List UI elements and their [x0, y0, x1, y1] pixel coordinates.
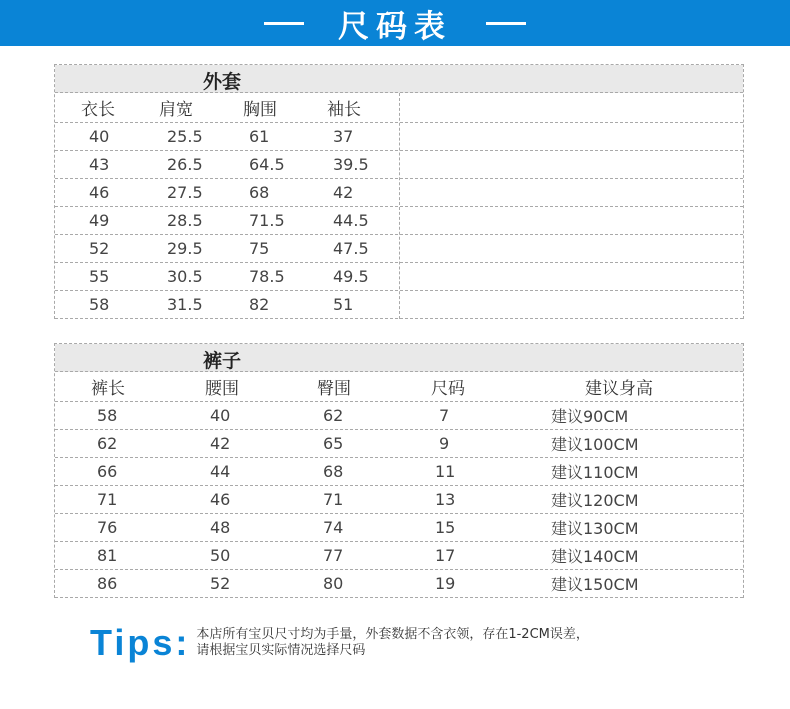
table-cell: 65 [323, 434, 344, 453]
table-row [55, 514, 743, 542]
table-title-row [55, 344, 743, 372]
table-cell: 74 [323, 518, 344, 537]
table-cell: 55 [89, 267, 110, 286]
header-banner [0, 0, 790, 46]
column-divider [399, 93, 400, 319]
table-cell: 27.5 [167, 183, 203, 202]
table-cell: 80 [323, 574, 344, 593]
table-cell: 建议100CM [551, 435, 639, 454]
column-header: 建议身高 [585, 379, 653, 399]
table-cell: 50 [210, 546, 231, 565]
table-cell: 68 [323, 462, 344, 481]
table-cell: 9 [439, 434, 450, 453]
table-cell: 49 [89, 211, 110, 230]
table-cell: 52 [210, 574, 231, 593]
table-cell: 76 [97, 518, 118, 537]
tips-line: 请根据宝贝实际情况选择尺码 [196, 643, 366, 658]
banner-dash-left [264, 22, 304, 25]
table-cell: 40 [210, 406, 231, 425]
coat-table-title: 外套 [203, 71, 242, 93]
table-cell: 49.5 [333, 267, 369, 286]
table-cell: 62 [323, 406, 344, 425]
pants-table-title: 裤子 [203, 350, 242, 372]
table-cell: 42 [333, 183, 354, 202]
table-cell: 26.5 [167, 155, 203, 174]
table-cell: 31.5 [167, 295, 203, 314]
table-cell: 48 [210, 518, 231, 537]
banner-dash-right [486, 22, 526, 25]
tips-note [90, 622, 589, 664]
table-cell: 40 [89, 127, 110, 146]
tips-label: Tips: [90, 622, 191, 663]
page-title: 尺码表 [338, 8, 452, 45]
tips-text [196, 627, 589, 659]
table-row [55, 570, 743, 598]
table-cell: 28.5 [167, 211, 203, 230]
table-cell: 47.5 [333, 239, 369, 258]
table-cell: 61 [249, 127, 270, 146]
column-header: 尺码 [431, 379, 465, 399]
table-title-row [55, 65, 743, 93]
table-cell: 建议150CM [551, 575, 639, 594]
table-row [55, 486, 743, 514]
table-cell: 81 [97, 546, 118, 565]
coat-size-table [54, 64, 744, 319]
table-cell: 68 [249, 183, 270, 202]
table-cell: 43 [89, 155, 110, 174]
table-cell: 75 [249, 239, 270, 258]
table-cell: 7 [439, 406, 450, 425]
table-cell: 71 [323, 490, 344, 509]
pants-size-table [54, 343, 744, 598]
table-row [55, 430, 743, 458]
table-cell: 39.5 [333, 155, 369, 174]
table-cell: 建议120CM [551, 491, 639, 510]
table-cell: 17 [435, 546, 456, 565]
table-cell: 44.5 [333, 211, 369, 230]
table-cell: 86 [97, 574, 118, 593]
table-cell: 46 [89, 183, 110, 202]
table-cell: 建议140CM [551, 547, 639, 566]
table-cell: 15 [435, 518, 456, 537]
table-cell: 建议110CM [551, 463, 639, 482]
table-cell: 44 [210, 462, 231, 481]
table-cell: 25.5 [167, 127, 203, 146]
table-cell: 58 [97, 406, 118, 425]
column-header: 腰围 [205, 379, 239, 399]
table-row [55, 542, 743, 570]
table-cell: 建议130CM [551, 519, 639, 538]
table-cell: 58 [89, 295, 110, 314]
table-cell: 建议90CM [551, 407, 629, 426]
table-cell: 30.5 [167, 267, 203, 286]
table-cell: 52 [89, 239, 110, 258]
table-cell: 37 [333, 127, 354, 146]
table-cell: 71 [97, 490, 118, 509]
table-cell: 29.5 [167, 239, 203, 258]
column-header: 袖长 [327, 100, 361, 120]
column-header: 衣长 [81, 100, 115, 120]
table-cell: 46 [210, 490, 231, 509]
table-cell: 11 [435, 462, 456, 481]
table-cell: 71.5 [249, 211, 285, 230]
column-header: 胸围 [243, 100, 277, 120]
table-cell: 51 [333, 295, 354, 314]
tips-line: 本店所有宝贝尺寸均为手量，外套数据不含衣领，存在1-2CM误差， [196, 627, 589, 642]
table-cell: 62 [97, 434, 118, 453]
table-cell: 19 [435, 574, 456, 593]
column-header: 臀围 [317, 379, 351, 399]
table-row [55, 458, 743, 486]
table-cell: 42 [210, 434, 231, 453]
column-header: 裤长 [91, 379, 125, 399]
table-row [55, 402, 743, 430]
table-header-row [55, 372, 743, 402]
table-cell: 78.5 [249, 267, 285, 286]
table-cell: 77 [323, 546, 344, 565]
table-cell: 82 [249, 295, 270, 314]
column-header: 肩宽 [159, 100, 193, 120]
table-cell: 13 [435, 490, 456, 509]
table-cell: 64.5 [249, 155, 285, 174]
table-cell: 66 [97, 462, 118, 481]
